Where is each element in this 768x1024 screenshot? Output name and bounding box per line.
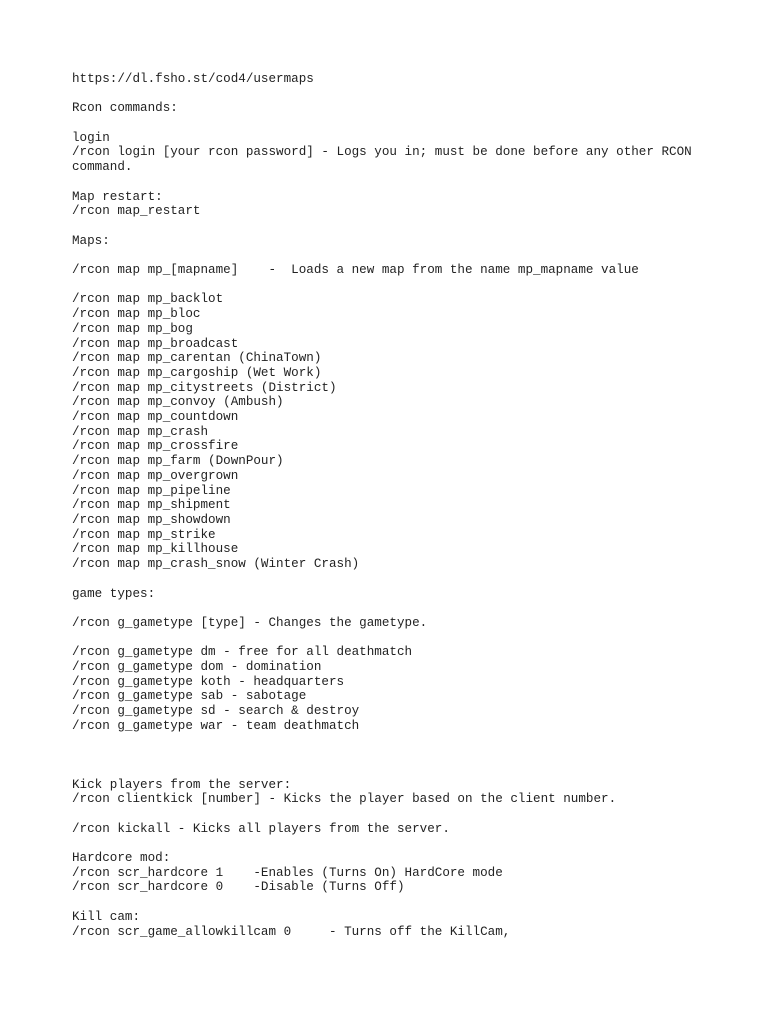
- maps-usage: /rcon map mp_[mapname] - Loads a new map from the name mp_mapname value: [72, 263, 639, 278]
- hardcore-title: Hardcore mod:: [72, 851, 171, 866]
- kick-title: Kick players from the server:: [72, 777, 292, 792]
- map-list: [72, 292, 712, 571]
- map-restart-title: Map restart:: [72, 189, 163, 204]
- map-command: /rcon map mp_countdown: [72, 410, 239, 425]
- map-command: /rcon map mp_crossfire: [72, 439, 239, 454]
- map-command: /rcon map mp_showdown: [72, 513, 231, 527]
- game-types-title: game types:: [72, 586, 156, 601]
- clientkick-command: /rcon clientkick [number] - Kicks the player based on the client number.: [72, 792, 617, 807]
- rcon-heading: Rcon commands:: [72, 101, 178, 116]
- maps-title: Maps:: [72, 233, 110, 248]
- gametype-command: /rcon g_gametype war - team deathmatch: [72, 718, 360, 733]
- login-command-continued: command.: [72, 160, 133, 175]
- gametype-command: /rcon g_gametype sab - sabotage: [72, 689, 307, 704]
- map-command: /rcon map mp_shipment: [72, 498, 231, 513]
- map-command: /rcon map mp_strike: [72, 527, 216, 542]
- map-command: /rcon map mp_carentan (ChinaTown): [72, 351, 322, 366]
- map-command: /rcon map mp_killhouse: [72, 542, 239, 557]
- game-types-usage: /rcon g_gametype [type] - Changes the gametype.: [72, 615, 428, 630]
- map-command: /rcon map mp_bloc: [72, 307, 201, 322]
- document-page: [72, 72, 712, 939]
- map-command: /rcon map mp_citystreets (District): [72, 380, 337, 395]
- login-title: login: [72, 130, 110, 145]
- usermaps-url[interactable]: https://dl.fsho.st/cod4/usermaps: [72, 72, 314, 86]
- map-command: /rcon map mp_convoy (Ambush): [72, 395, 284, 410]
- killcam-title: Kill cam:: [72, 909, 141, 924]
- gametype-command: /rcon g_gametype dm - free for all deathmatch: [72, 645, 413, 660]
- gametype-list: [72, 645, 712, 733]
- killcam-off-command: /rcon scr_game_allowkillcam 0 - Turns off the KillCam,: [72, 924, 511, 939]
- map-command: /rcon map mp_cargoship (Wet Work): [72, 365, 322, 380]
- gametype-command: /rcon g_gametype sd - search & destroy: [72, 704, 360, 719]
- gametype-command: /rcon g_gametype dom - domination: [72, 659, 322, 674]
- map-command: /rcon map mp_overgrown: [72, 468, 239, 483]
- hardcore-off-command: /rcon scr_hardcore 0 -Disable (Turns Off): [72, 880, 405, 895]
- map-command: /rcon map mp_farm (DownPour): [72, 454, 284, 469]
- map-restart-command: /rcon map_restart: [72, 204, 201, 219]
- map-command: /rcon map mp_crash: [72, 424, 209, 439]
- login-command: /rcon login [your rcon password] - Logs you in; must be done before any other RCON: [72, 145, 692, 160]
- map-command: /rcon map mp_bog: [72, 321, 193, 336]
- map-command: /rcon map mp_crash_snow (Winter Crash): [72, 557, 360, 572]
- hardcore-on-command: /rcon scr_hardcore 1 -Enables (Turns On) HardCore mode: [72, 865, 503, 880]
- map-command: /rcon map mp_pipeline: [72, 483, 231, 498]
- kickall-command: /rcon kickall - Kicks all players from the server.: [72, 821, 450, 836]
- map-command: /rcon map mp_broadcast: [72, 336, 239, 351]
- gametype-command: /rcon g_gametype koth - headquarters: [72, 674, 345, 689]
- map-command: /rcon map mp_backlot: [72, 292, 224, 307]
